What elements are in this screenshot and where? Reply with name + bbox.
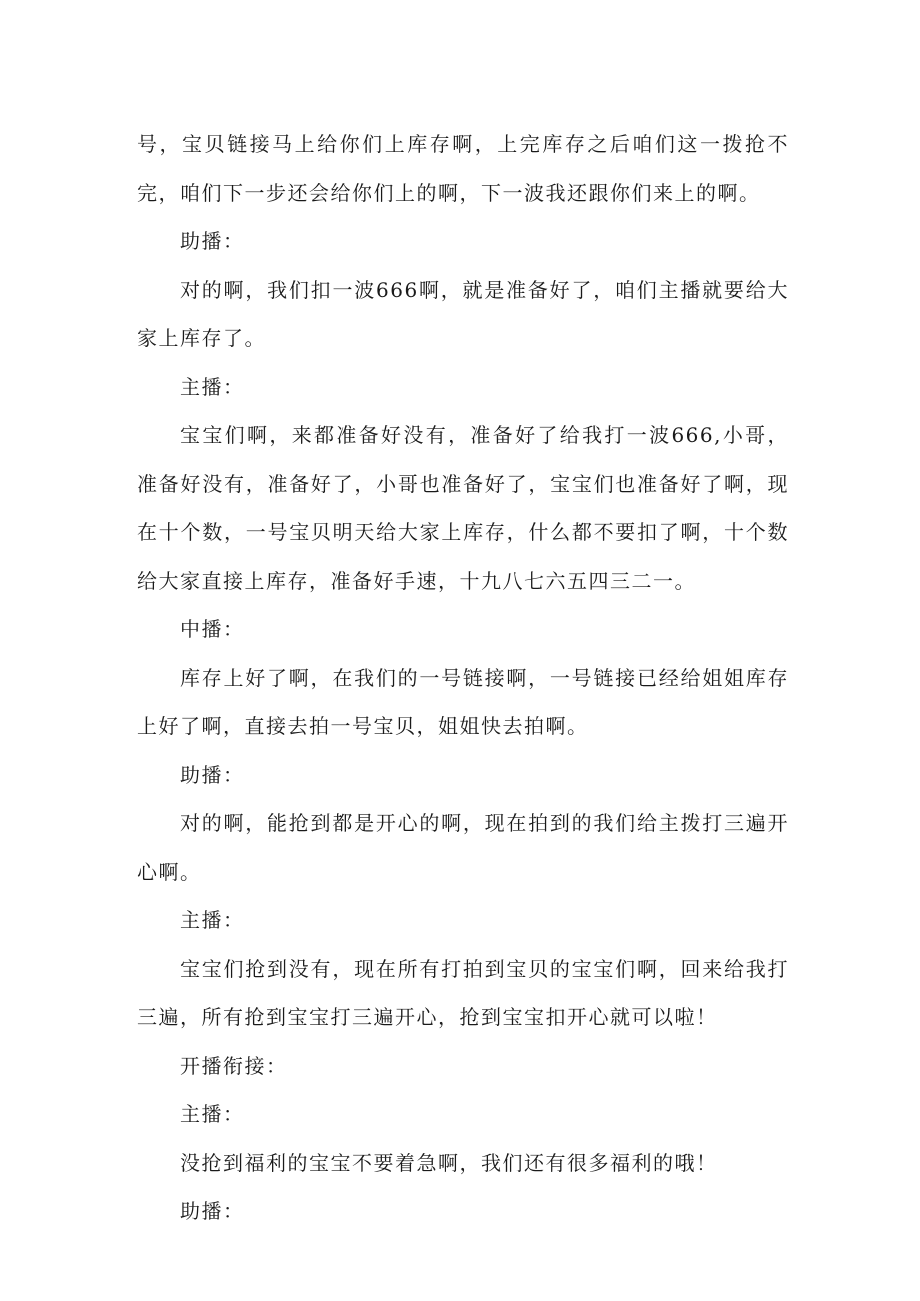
section-label-opening-transition: 开播衔接： — [180, 1053, 288, 1078]
document-body — [137, 120, 789, 1236]
speaker-label-host: 主播： — [180, 1102, 245, 1126]
paragraph-dialogue: 宝宝们抢到没有，现在所有打拍到宝贝的宝宝们啊，回来给我打三遍，所有抢到宝宝打三遍开心，抢到宝宝扣开心就可以啦！ — [137, 956, 789, 1029]
paragraph-dialogue: 对的啊，我们扣一波666啊，就是准备好了，咱们主播就要给大家上库存了。 — [137, 277, 789, 350]
paragraph-dialogue: 库存上好了啊，在我们的一号链接啊，一号链接已经给姐姐库存上好了啊，直接去拍一号宝贝，姐姐快去拍啊。 — [137, 665, 789, 738]
paragraph-dialogue: 没抢到福利的宝宝不要着急啊，我们还有很多福利的哦！ — [180, 1150, 718, 1175]
speaker-label-assistant: 助播： — [180, 229, 245, 253]
speaker-label-middle-host: 中播： — [180, 617, 245, 641]
speaker-label-assistant: 助播： — [180, 1199, 245, 1223]
paragraph-dialogue: 宝宝们啊，来都准备好没有，准备好了给我打一波666,小哥，准备好没有，准备好了，小哥也准备好了，宝宝们也准备好了啊，现在十个数，一号宝贝明天给大家上库存，什么都不要扣了啊，十个数给大家直接上库存，准备好手速，十九八七六五四三二一。 — [137, 423, 789, 593]
speaker-label-host: 主播： — [180, 374, 245, 399]
paragraph-continuation: 号，宝贝链接马上给你们上库存啊，上完库存之后咱们这一拨抢不完，咱们下一步还会给你们上的啊，下一波我还跟你们来上的啊。 — [137, 132, 789, 205]
speaker-label-assistant: 助播： — [180, 762, 245, 787]
speaker-label-host: 主播： — [180, 908, 245, 932]
paragraph-dialogue: 对的啊，能抢到都是开心的啊，现在拍到的我们给主拨打三遍开心啊。 — [137, 811, 789, 884]
